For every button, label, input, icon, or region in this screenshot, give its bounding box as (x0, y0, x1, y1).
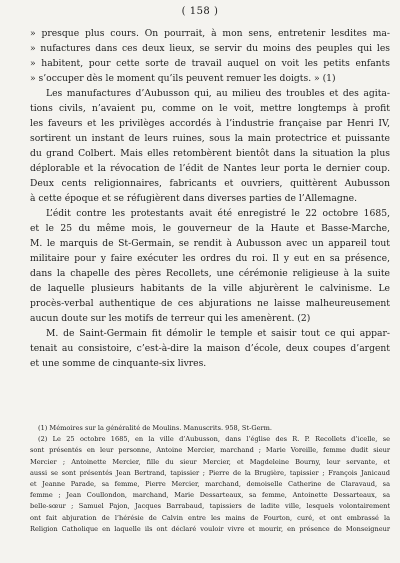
body-line: L’édit contre les protestants avait été enregistré le 22 octobre 1685, (46, 208, 390, 219)
body-line: de laquelle plusieurs habitants de la ville abjurèrent le calvinisme. Le (30, 283, 390, 294)
footnote-line: femme ; Jean Coullondon, marchand, Marie Dessarteaux, sa femme, Antoinette Dessarteaux, sa (30, 491, 390, 500)
footnote-line: belle-sœur ; Samuel Pajon, Jacques Barrabaud, tapissiers de ladite ville, lesquels volontairement (30, 502, 390, 511)
footnote-line: et Jeanne Parade, sa femme, Pierre Mercier, marchand, demoiselle Catherine de Claravaud, sa (30, 480, 390, 489)
body-line: tenait au consistoire, c’est-à-dire la maison d’école, deux coupes d’argent (30, 343, 390, 354)
footnote-line: ont fait abjuration de l’hérésie de Calvin entre les mains de Fourton, curé, et ont embrassé la (30, 513, 390, 522)
body-line: M. le marquis de St-Germain, se rendit à Aubusson avec un appareil tout (30, 238, 390, 249)
body-line: du grand Colbert. Mais elles retombèrent bientôt dans la situation la plus (30, 148, 390, 159)
footnote-line: sont présentés en leur personne, Antoine Mercier, marchand ; Marie Voreille, femme dudit sieur (30, 446, 390, 455)
body-line: » nufactures dans ces deux lieux, se servir du moins des peuples qui les (30, 43, 390, 54)
footnote-line: aussi se sont présentés Jean Bertrand, tapissier ; Pierre de la Brugière, tapissier ; François Janicaud (30, 468, 390, 477)
body-line: dans la chapelle des pères Recollets, une cérémonie religieuse à la suite (30, 268, 390, 279)
body-line: à cette époque et se réfugièrent dans diverses parties de l’Allemagne. (30, 193, 357, 204)
body-line: aucun doute sur les motifs de terreur qui les amenèrent. (2) (30, 313, 311, 324)
body-line: sortirent un instant de leurs ruines, sous la main protectrice et puissante (30, 133, 390, 144)
body-line: procès-verbal authentique de ces abjurations ne laisse malheureusement (30, 298, 390, 309)
body-line: et le 25 du même mois, le gouverneur de la Haute et Basse-Marche, (30, 223, 390, 234)
footnote-line: Religion Catholique en laquelle ils ont déclaré vouloir vivre et mourir, en présence de Monseigneur (30, 524, 390, 533)
body-line: Deux cents religionnaires, fabricants et ouvriers, quittèrent Aubusson (30, 178, 390, 189)
footnote-line: (1) Mémoires sur la généralité de Moulins. Manuscrits. 958, St-Germ. (38, 424, 272, 432)
body-line: » presque plus cours. On pourrait, à mon sens, entretenir lesdites ma- (30, 28, 390, 39)
body-line: » habitent, pour cette sorte de travail auquel on voit les petits enfants (30, 58, 390, 69)
footnote-line: (2) Le 25 octobre 1685, en la ville d’Aubusson, dans l’église des R. P. Recollets d’icelle, se (38, 435, 390, 444)
body-text (30, 26, 390, 371)
footnotes (30, 423, 390, 535)
page-number: ( 158 ) (181, 6, 219, 17)
footnote-line: Mercier ; Antoinette Mercier, fille du sieur Mercier, et Magdeleine Bourny, leur servante, et (30, 457, 390, 466)
body-line: » s’occuper dès le moment qu’ils peuvent remuer les doigts. » (1) (30, 73, 336, 84)
body-line: tions civils, n’avaient pu, comme on le voit, mettre longtemps à profit (30, 103, 390, 114)
body-line: Les manufactures d’Aubusson qui, au milieu des troubles et des agita- (46, 88, 390, 99)
body-line: et une somme de cinquante-six livres. (30, 358, 207, 369)
body-line: militaire pour y faire exécuter les ordres du roi. Il y eut en sa présence, (30, 253, 390, 264)
body-line: déplorable et la révocation de l’édit de Nantes leur porta le dernier coup. (30, 163, 390, 174)
body-line: M. de Saint-Germain fit démolir le temple et saisir tout ce qui appar- (46, 328, 390, 339)
body-line: les faveurs et les privilèges accordés à l’industrie française par Henri IV, (30, 118, 390, 129)
